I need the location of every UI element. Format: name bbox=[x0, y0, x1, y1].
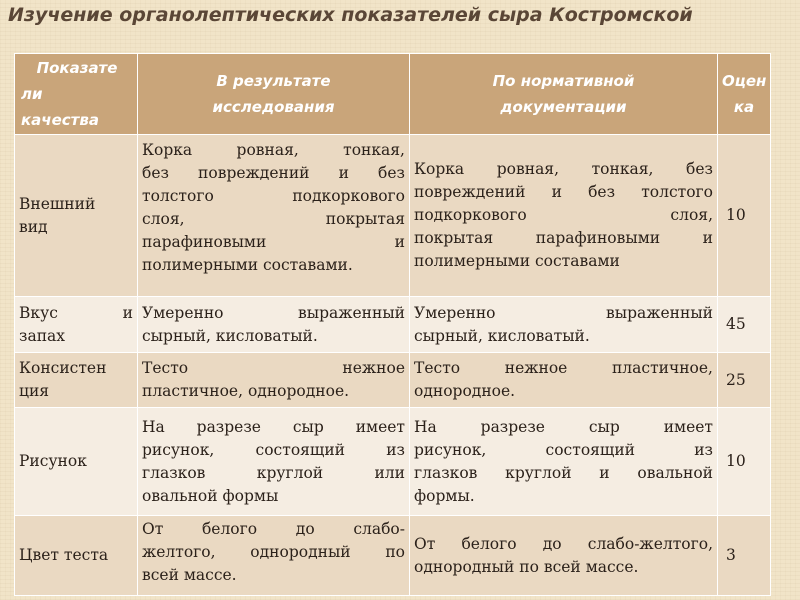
cell-norm: Корка ровная, тонкая, без повреждений и без толстого подкоркового слоя, покрытая парафиновыми и полимерными составами bbox=[410, 135, 718, 297]
table-row bbox=[15, 353, 771, 408]
cell-result: От белого до слабо- желтого, однородный по всей массе. bbox=[138, 516, 410, 596]
organoleptic-table bbox=[14, 53, 771, 596]
header-norm: По нормативной документации bbox=[410, 54, 718, 135]
cell-indicator: Внешний вид bbox=[15, 135, 138, 297]
table-row bbox=[15, 516, 771, 596]
header-result: В результате исследования bbox=[138, 54, 410, 135]
table-row bbox=[15, 408, 771, 516]
page-title: Изучение органолептических показателей сыра Костромской bbox=[8, 4, 693, 26]
cell-score: 10 bbox=[718, 408, 771, 516]
table-row bbox=[15, 297, 771, 353]
cell-score: 25 bbox=[718, 353, 771, 408]
cell-indicator: Цвет теста bbox=[15, 516, 138, 596]
cell-score: 45 bbox=[718, 297, 771, 353]
cell-result: Тесто нежное пластичное, однородное. bbox=[138, 353, 410, 408]
cell-indicator: Вкус и запах bbox=[15, 297, 138, 353]
cell-indicator: Консистен ция bbox=[15, 353, 138, 408]
table-header-row bbox=[15, 54, 771, 135]
cell-result: На разрезе сыр имеет рисунок, состоящий из глазков круглой или овальной формы bbox=[138, 408, 410, 516]
header-indicator: Показате ли качества bbox=[15, 54, 138, 135]
cell-norm: На разрезе сыр имеет рисунок, состоящий из глазков круглой и овальной формы. bbox=[410, 408, 718, 516]
cell-norm: Умеренно выраженный сырный, кисловатый. bbox=[410, 297, 718, 353]
cell-result: Умеренно выраженный сырный, кисловатый. bbox=[138, 297, 410, 353]
cell-result: Корка ровная, тонкая, без повреждений и без толстого подкоркового слоя, покрытая парафиновыми и полимерными составами. bbox=[138, 135, 410, 297]
cell-norm: Тесто нежное пластичное, однородное. bbox=[410, 353, 718, 408]
cell-score: 10 bbox=[718, 135, 771, 297]
table-row bbox=[15, 135, 771, 297]
header-score: Оцен ка bbox=[718, 54, 771, 135]
cell-score: 3 bbox=[718, 516, 771, 596]
cell-norm: От белого до слабо-желтого, однородный по всей массе. bbox=[410, 516, 718, 596]
cell-indicator: Рисунок bbox=[15, 408, 138, 516]
